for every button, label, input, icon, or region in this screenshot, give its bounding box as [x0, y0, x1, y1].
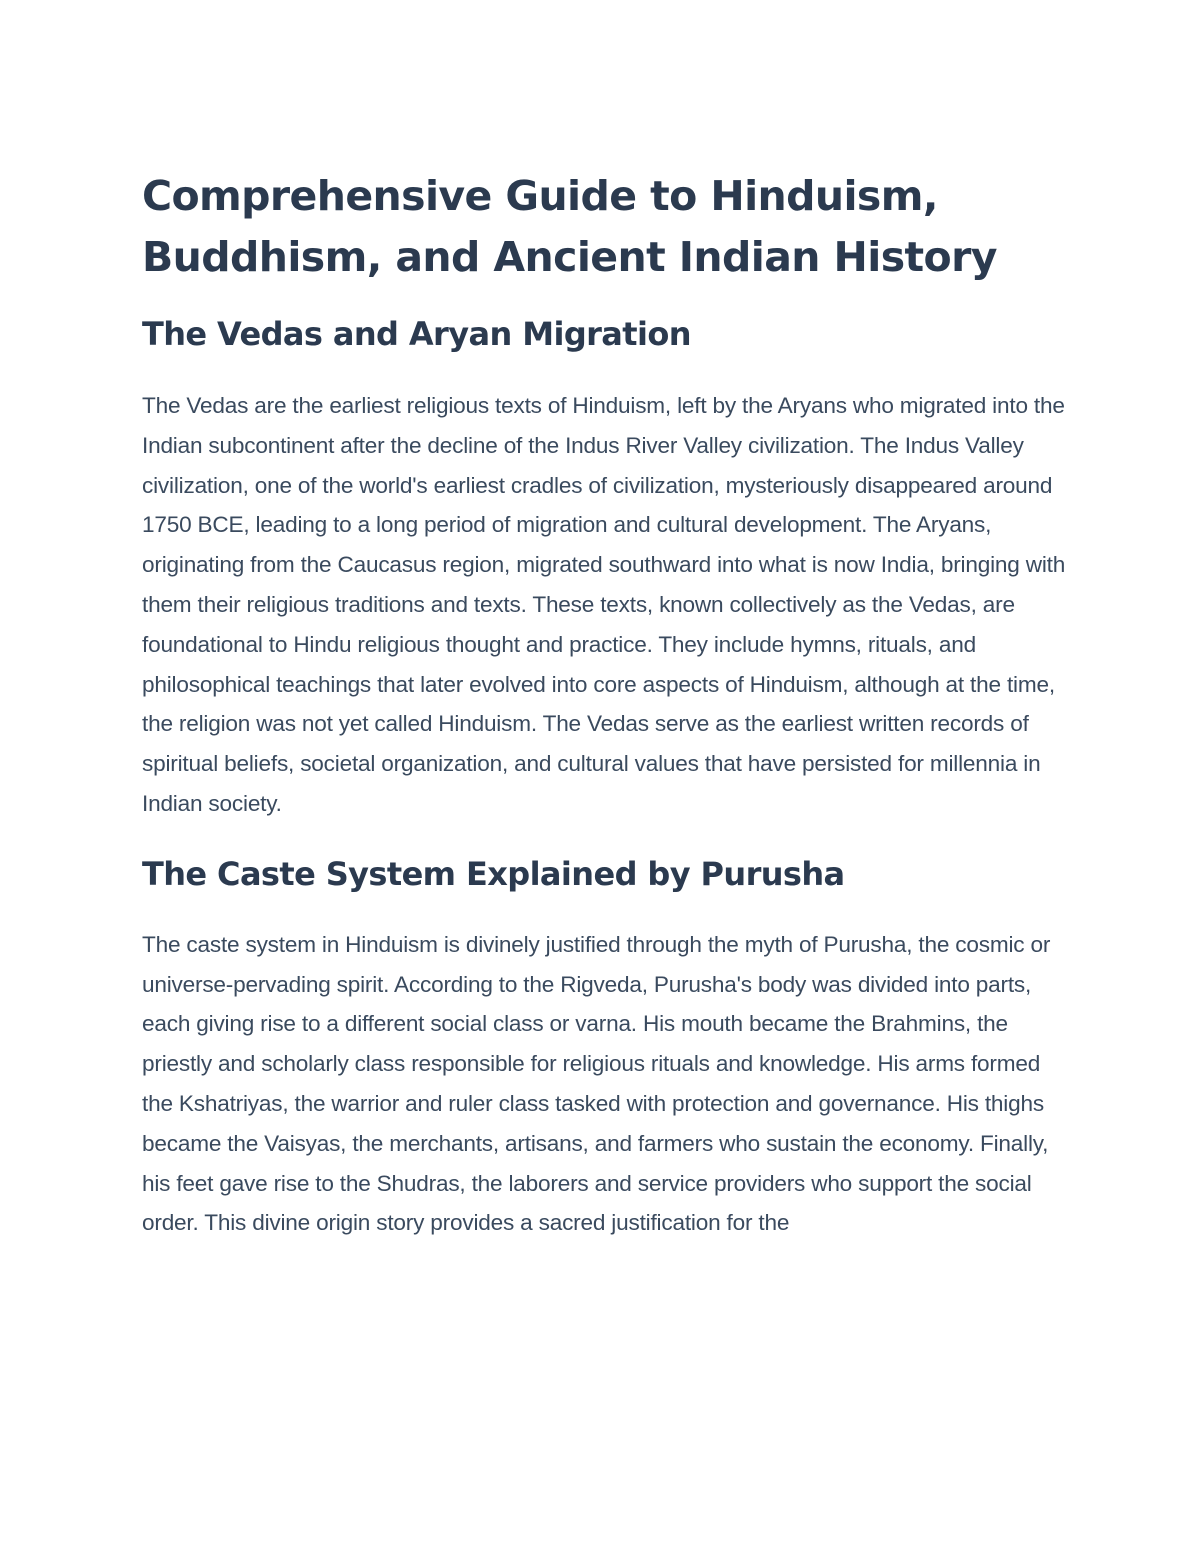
- section-heading-vedas: The Vedas and Aryan Migration: [142, 315, 691, 353]
- section-heading-caste-system: The Caste System Explained by Purusha: [142, 854, 845, 893]
- section-body-vedas: The Vedas are the earliest religious texts of Hinduism, left by the Aryans who migrated into the Indian subcontinent after the decline of the Indus River Valley civilization. The Indus Valley civilization, one of the world's earliest cradles of civilization, mysteriously disappeared around 1750 BCE, leading to a long period of migration and cultural development. The Aryans, originating from the Caucasus region, migrated southward into what is now India, bringing with them their religious traditions and texts. These texts, known collectively as the Vedas, are foundational to Hindu religious thought and practice. They include hymns, rituals, and philosophical teachings that later evolved into core aspects of Hinduism, although at the time, the religion was not yet called Hinduism. The Vedas serve as the earliest written records of spiritual beliefs, societal organization, and cultural values that have persisted for millennia in Indian society.: [142, 393, 1066, 816]
- document-title: Comprehensive Guide to Hinduism, Buddhism, and Ancient Indian History: [142, 172, 997, 281]
- section-body-caste-system: The caste system in Hinduism is divinely justified through the myth of Purusha, the cosmic or universe-pervading spirit. According to the Rigveda, Purusha's body was divided into parts, each giving rise to a different social class or varna. His mouth became the Brahmins, the priestly and scholarly class responsible for religious rituals and knowledge. His arms formed the Kshatriyas, the warrior and ruler class tasked with protection and governance. His thighs became the Vaisyas, the merchants, artisans, and farmers who sustain the economy. Finally, his feet gave rise to the Shudras, the laborers and service providers who support the social order. This divine origin story provides a sacred justification for the: [142, 931, 1051, 1236]
- document-content: [142, 166, 1067, 1243]
